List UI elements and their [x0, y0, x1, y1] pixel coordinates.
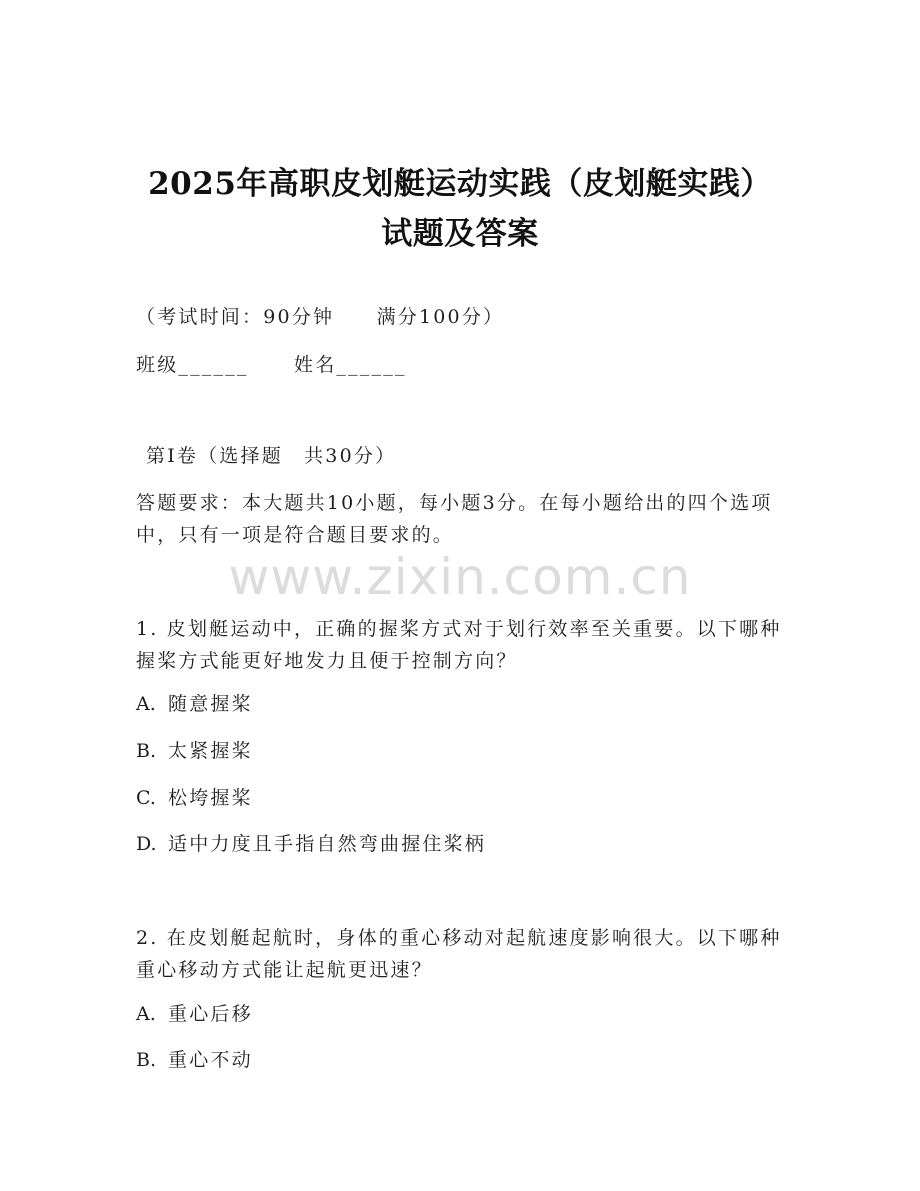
option-text: 重心不动 [168, 1049, 253, 1071]
name-field-label: 姓名______ [294, 354, 407, 376]
watermark: www.zixin.com.cn [228, 548, 692, 606]
page-title-line2: 试题及答案 [381, 216, 539, 252]
option-text: 重心后移 [168, 1003, 253, 1025]
question-2-stem-line2: 重心移动方式能让起航更迅速？ [136, 959, 433, 981]
page-title: 2025年高职皮划艇运动实践（皮划艇实践） [148, 166, 772, 202]
instructions-line1: 答题要求：本大题共10小题，每小题3分。在每小题给出的四个选项 [136, 492, 773, 514]
option-letter: B. [136, 740, 157, 762]
option-letter: A. [136, 1003, 156, 1025]
question-1-option-d [136, 829, 486, 856]
section-header: 第I卷（选择题 共30分） [146, 445, 397, 467]
question-1-option-c [136, 783, 253, 810]
exam-info: （考试时间：90分钟 满分100分） [136, 306, 505, 328]
option-letter: C. [136, 787, 156, 809]
option-text: 随意握桨 [168, 693, 253, 715]
option-letter: A. [136, 693, 156, 715]
question-1-option-b [136, 736, 253, 763]
option-text: 太紧握桨 [168, 740, 253, 762]
class-field-label: 班级______ [136, 354, 249, 376]
question-2-stem-line1: 2. 在皮划艇起航时，身体的重心移动对起航速度影响很大。以下哪种 [136, 927, 782, 949]
option-text: 适中力度且手指自然弯曲握住桨柄 [168, 833, 487, 855]
question-1-stem-line2: 握桨方式能更好地发力且便于控制方向？ [136, 650, 518, 672]
question-2-option-a [136, 999, 253, 1026]
option-text: 松垮握桨 [168, 787, 253, 809]
instructions-line2: 中，只有一项是符合题目要求的。 [136, 524, 455, 546]
question-1-option-a [136, 689, 253, 716]
option-letter: B. [136, 1049, 157, 1071]
question-2-option-b [136, 1045, 253, 1072]
option-letter: D. [136, 833, 157, 855]
question-1-stem-line1: 1. 皮划艇运动中，正确的握桨方式对于划行效率至关重要。以下哪种 [136, 618, 782, 640]
